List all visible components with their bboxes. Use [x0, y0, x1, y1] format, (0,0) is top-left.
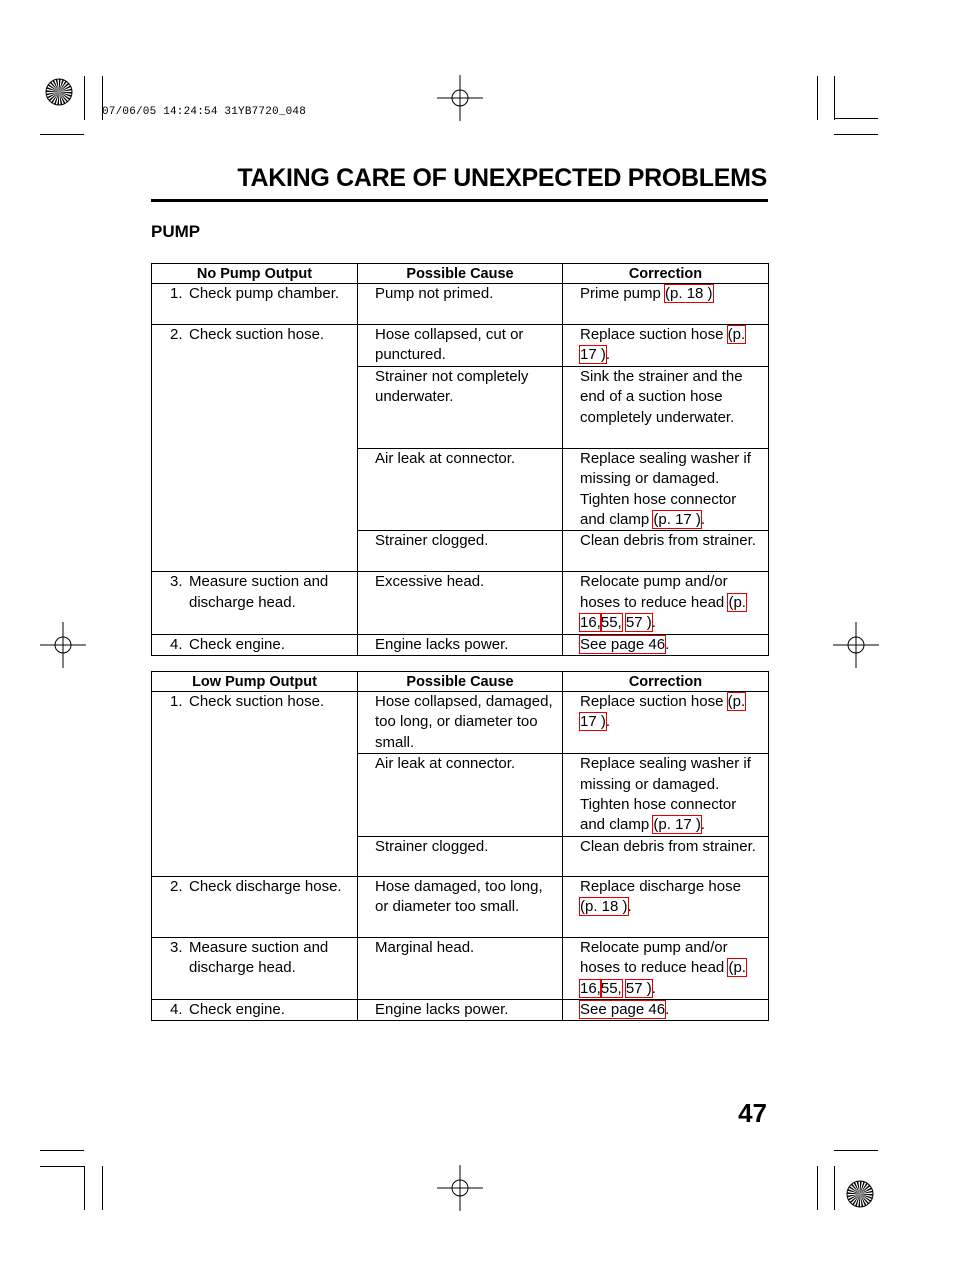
crop-mark: [40, 134, 84, 135]
cause-cell: Engine lacks power.: [358, 1000, 563, 1021]
check-text: Check engine.: [189, 635, 285, 653]
correction-cell: [563, 937, 769, 999]
cause-cell: Strainer not completely underwater.: [358, 366, 563, 448]
crop-mark: [40, 1166, 84, 1167]
crop-mark: [834, 134, 878, 135]
page-reference-link[interactable]: (p. 17 ): [653, 511, 701, 529]
column-header: Possible Cause: [358, 672, 563, 692]
symptom-cell: [152, 1000, 358, 1021]
table-header-row: [152, 264, 769, 284]
crop-mark: [84, 1166, 85, 1210]
check-text: Check suction hose.: [189, 326, 325, 343]
page-reference-link[interactable]: (p. 17 ): [580, 693, 746, 731]
cause-cell: Air leak at connector.: [358, 448, 563, 531]
page-title: TAKING CARE OF UNEXPECTED PROBLEMS: [237, 164, 767, 192]
column-header: Possible Cause: [358, 264, 563, 284]
correction-cell: [563, 448, 769, 531]
cause-cell: Strainer clogged.: [358, 531, 563, 572]
check-text: Check engine.: [189, 1001, 285, 1019]
see-page-link[interactable]: See page 46: [580, 1001, 666, 1019]
correction-cell: [563, 876, 769, 937]
punctuation: .: [605, 713, 611, 731]
punctuation: .: [651, 614, 656, 632]
crop-mark: [834, 1166, 835, 1210]
page-reference-link[interactable]: 55,: [600, 979, 622, 997]
page-number: 47: [738, 1098, 767, 1128]
table-row: [152, 634, 769, 655]
sunburst-target: [846, 1180, 874, 1208]
punctuation: .: [700, 816, 706, 834]
sunburst-target: [45, 78, 73, 106]
correction-cell: Sink the strainer and the end of a suction hose completely underwater.: [563, 366, 769, 448]
crop-mark: [817, 1166, 818, 1210]
item-number: 1.: [170, 285, 183, 302]
page-reference-link[interactable]: 55,: [600, 614, 622, 632]
correction-cell: [563, 325, 769, 367]
registration-mark: [833, 622, 879, 668]
cause-cell: Strainer clogged.: [358, 836, 563, 876]
table-row: [152, 284, 769, 325]
registration-mark: [437, 75, 483, 121]
symptom-cell: [152, 692, 358, 877]
page-reference-link[interactable]: 57 ): [625, 614, 652, 632]
section-heading: PUMP: [151, 222, 201, 241]
item-number: 3.: [170, 573, 183, 591]
symptom-cell: [152, 876, 358, 937]
crop-mark: [102, 1166, 103, 1210]
punctuation: .: [605, 346, 611, 364]
table-row: [152, 572, 769, 634]
punctuation: .: [627, 898, 632, 916]
column-header: No Pump Output: [152, 264, 358, 284]
correction-text: Replace discharge hose: [580, 877, 741, 895]
symptom-cell: [152, 325, 358, 572]
cause-cell: Hose collapsed, cut or punctured.: [358, 325, 563, 367]
table-row: [152, 876, 769, 937]
correction-text: Relocate pump and/or hoses to reduce head: [580, 938, 728, 977]
cause-cell: Marginal head.: [358, 937, 563, 999]
table-row: [152, 692, 769, 754]
page-reference-link[interactable]: (p. 16,: [580, 593, 746, 632]
check-text: Check suction hose.: [189, 693, 325, 710]
crop-mark: [84, 76, 85, 120]
correction-cell: [563, 572, 769, 634]
punctuation: .: [651, 979, 656, 997]
correction-text: Replace suction hose: [580, 326, 724, 343]
registration-mark: [40, 622, 86, 668]
crop-mark: [40, 1150, 84, 1151]
cause-cell: Pump not primed.: [358, 284, 563, 325]
check-text: Check pump chamber.: [189, 285, 340, 302]
page-reference-link[interactable]: (p. 16,: [580, 959, 746, 997]
correction-cell: [563, 692, 769, 754]
item-number: 4.: [170, 1001, 183, 1019]
no-pump-output-table: [151, 263, 769, 656]
cause-cell: Engine lacks power.: [358, 634, 563, 655]
print-stamp: 07/06/05 14:24:54 31YB7720_048: [102, 106, 307, 118]
column-header: Correction: [563, 264, 769, 284]
page-reference-link[interactable]: (p. 18 ): [580, 898, 628, 916]
crop-mark: [817, 76, 818, 120]
page-reference-link[interactable]: (p. 17 ): [653, 816, 701, 834]
cause-cell: Hose collapsed, damaged, too long, or diameter too small.: [358, 692, 563, 754]
item-number: 4.: [170, 635, 183, 653]
punctuation: .: [665, 635, 670, 653]
correction-text: Replace suction hose: [580, 693, 724, 710]
table-row: [152, 937, 769, 999]
crop-mark: [834, 76, 835, 120]
symptom-cell: [152, 284, 358, 325]
correction-cell: Clean debris from strainer.: [563, 531, 769, 572]
symptom-cell: [152, 634, 358, 655]
page-reference-link[interactable]: (p. 17 ): [580, 326, 746, 364]
correction-text: Relocate pump and/or hoses to reduce head: [580, 573, 728, 611]
correction-cell: [563, 284, 769, 325]
punctuation: .: [700, 511, 706, 529]
registration-mark: [437, 1165, 483, 1211]
check-text: Measure suction and discharge head.: [189, 938, 329, 977]
table-row: [152, 325, 769, 367]
crop-mark: [834, 1150, 878, 1151]
low-pump-output-table: [151, 671, 769, 1021]
symptom-cell: [152, 937, 358, 999]
table-header-row: [152, 672, 769, 692]
page-reference-link[interactable]: 57 ): [625, 979, 652, 997]
cause-cell: Hose damaged, too long, or diameter too small.: [358, 876, 563, 937]
title-rule: [151, 199, 768, 202]
correction-text: Replace sealing washer if missing or damaged. Tighten hose connector and clamp: [580, 449, 751, 529]
see-page-link[interactable]: See page 46: [580, 635, 666, 653]
correction-cell: Clean debris from strainer.: [563, 836, 769, 876]
correction-text: Prime pump: [580, 285, 661, 302]
item-number: 1.: [170, 693, 183, 710]
correction-cell: [563, 1000, 769, 1021]
correction-cell: [563, 634, 769, 655]
check-text: Check discharge hose.: [189, 877, 342, 895]
correction-cell: [563, 754, 769, 837]
cause-cell: Air leak at connector.: [358, 754, 563, 837]
column-header: Low Pump Output: [152, 672, 358, 692]
item-number: 2.: [170, 877, 183, 895]
column-header: Correction: [563, 672, 769, 692]
check-text: Measure suction and discharge head.: [189, 573, 329, 611]
item-number: 3.: [170, 938, 183, 956]
symptom-cell: [152, 572, 358, 634]
crop-mark: [834, 118, 878, 119]
page-reference-link[interactable]: (p. 18 ): [665, 285, 713, 302]
punctuation: .: [665, 1001, 670, 1019]
table-row: [152, 1000, 769, 1021]
cause-cell: Excessive head.: [358, 572, 563, 634]
correction-text: Replace sealing washer if missing or damaged. Tighten hose connector and clamp: [580, 755, 751, 834]
item-number: 2.: [170, 326, 183, 343]
